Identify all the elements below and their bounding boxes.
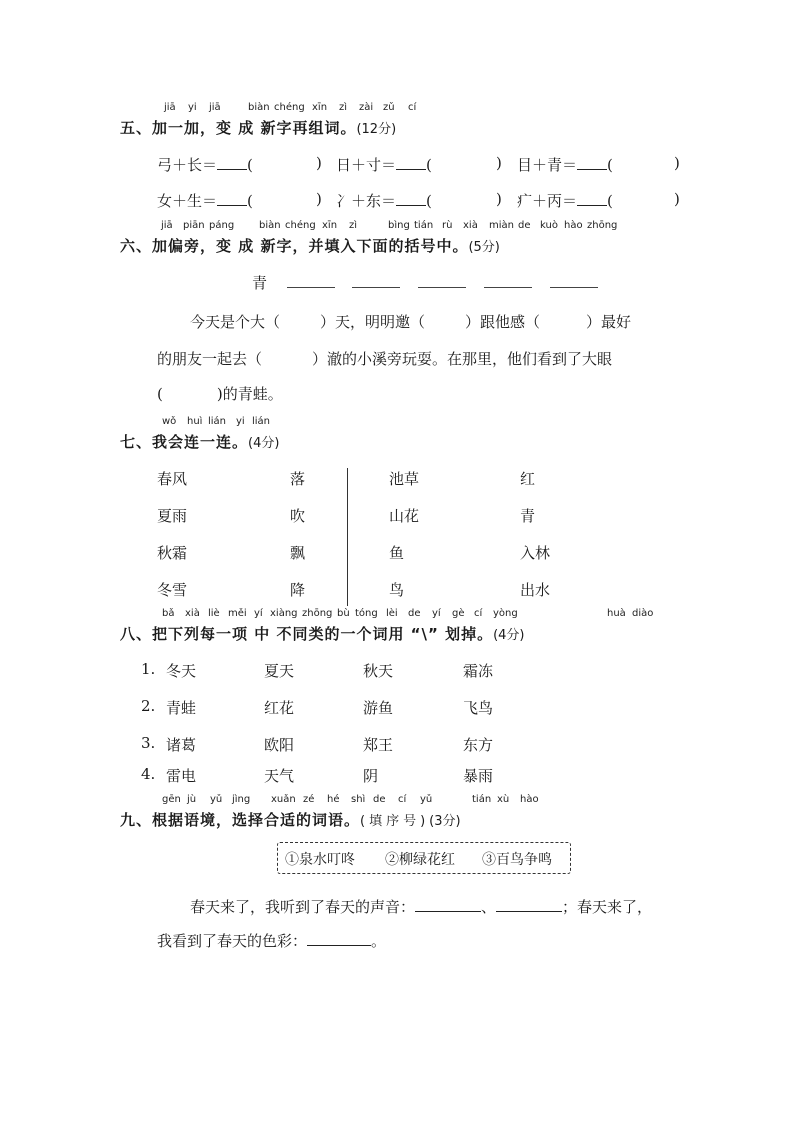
pinyin: xuǎn: [271, 794, 296, 805]
pinyin: bù: [337, 608, 350, 619]
pinyin: yǔ: [210, 794, 223, 805]
pinyin: kuò: [540, 220, 558, 231]
text-segment: 的朋友一起去（: [157, 350, 263, 368]
section-title-text: 六、加偏旁，变 成 新字，并填入下面的括号中。: [120, 237, 469, 255]
formula: 目＋青＝: [517, 156, 578, 174]
paren: (: [607, 156, 613, 174]
formula: 日＋寸＝: [336, 156, 397, 174]
text-segment: ）跟他感（: [465, 313, 541, 331]
answer-blank[interactable]: [577, 155, 607, 170]
pinyin: chéng: [285, 220, 316, 231]
option-2: ②柳绿花红: [385, 852, 455, 868]
section7-title: [120, 431, 279, 452]
paren: (: [426, 156, 432, 174]
pinyin: jiā: [209, 102, 221, 113]
section-score: (4分): [248, 436, 280, 451]
pinyin: huì: [187, 416, 203, 427]
pinyin: shì: [351, 794, 366, 805]
answer-blank[interactable]: [352, 287, 400, 288]
pinyin: lián: [252, 416, 271, 427]
word-option[interactable]: 暴雨: [463, 767, 494, 785]
word-option[interactable]: 雷电: [166, 767, 197, 785]
sentence-line: [157, 930, 386, 951]
section5-item: [336, 190, 432, 211]
section5-item: [517, 154, 613, 175]
match-right-word[interactable]: 鸟: [389, 581, 405, 599]
item-number: 1.: [141, 660, 156, 678]
word-option[interactable]: 东方: [463, 736, 494, 754]
section5-title: [120, 117, 396, 138]
pinyin: tián: [472, 794, 492, 805]
section5-item: [157, 190, 253, 211]
pinyin: hào: [564, 220, 583, 231]
pinyin: de: [373, 794, 386, 805]
answer-blank[interactable]: [307, 931, 371, 946]
match-right-word[interactable]: 池草: [389, 470, 420, 488]
pinyin: jìng: [232, 794, 251, 805]
word-option[interactable]: 飞鸟: [463, 699, 494, 717]
section5-item: [336, 154, 432, 175]
word-option[interactable]: 冬天: [166, 662, 197, 680]
paragraph-line: [190, 311, 631, 332]
pinyin: zé: [303, 794, 315, 805]
match-verb[interactable]: 落: [290, 470, 306, 488]
pinyin: zì: [349, 220, 358, 231]
answer-blank[interactable]: [484, 287, 532, 288]
paren-close: ): [316, 154, 322, 172]
pinyin: yí: [432, 608, 441, 619]
pinyin: biàn: [259, 220, 281, 231]
pinyin: zài: [359, 102, 374, 113]
sentence-line: [190, 896, 652, 917]
match-right-target[interactable]: 入林: [520, 544, 551, 562]
pinyin: hé: [327, 794, 340, 805]
answer-blank[interactable]: [217, 155, 247, 170]
section-title-text: 七、我会连一连。: [120, 433, 249, 451]
answer-blank[interactable]: [418, 287, 466, 288]
formula: 弓＋长＝: [157, 156, 218, 174]
match-left-word[interactable]: 冬雪: [157, 581, 188, 599]
word-option[interactable]: 郑王: [363, 736, 394, 754]
match-right-word[interactable]: 鱼: [389, 544, 405, 562]
pinyin: yi: [188, 102, 197, 113]
paren-close: ): [316, 190, 322, 208]
answer-blank[interactable]: [415, 897, 481, 912]
answer-blank[interactable]: [550, 287, 598, 288]
pinyin: xià: [463, 220, 478, 231]
word-option[interactable]: 青蛙: [166, 699, 197, 717]
match-left-word[interactable]: 春风: [157, 470, 188, 488]
formula: 冫＋东＝: [336, 192, 397, 210]
word-option[interactable]: 天气: [264, 767, 295, 785]
pinyin: cí: [408, 102, 417, 113]
pinyin: xù: [497, 794, 510, 805]
formula: 疒＋丙＝: [517, 192, 578, 210]
paren: (: [247, 192, 253, 210]
section-title-text: 五、加一加，变 成 新字再组词。: [120, 119, 357, 137]
word-option[interactable]: 红花: [264, 699, 295, 717]
pinyin: de: [408, 608, 421, 619]
text-segment: ）最好: [586, 313, 632, 331]
pinyin: biàn: [248, 102, 270, 113]
answer-blank[interactable]: [577, 191, 607, 206]
match-right-target[interactable]: 出水: [520, 581, 551, 599]
pinyin: bìng: [388, 220, 410, 231]
pinyin: piān: [183, 220, 205, 231]
pinyin: yí: [254, 608, 263, 619]
word-option[interactable]: 阴: [363, 767, 379, 785]
section8-title: [120, 623, 525, 644]
word-option[interactable]: 霜冻: [463, 662, 494, 680]
pinyin: tián: [414, 220, 434, 231]
section-title-text: 八、把下列每一项 中 不同类的一个词用 “\” 划掉。: [120, 625, 494, 643]
word-option[interactable]: 夏天: [264, 662, 295, 680]
pinyin: zì: [339, 102, 348, 113]
pinyin: yi: [236, 416, 245, 427]
paren: (: [247, 156, 253, 174]
text-segment: )的青蛙。: [216, 385, 283, 403]
text-segment: (: [157, 385, 163, 403]
base-character: 青: [252, 274, 268, 292]
text-segment: 我看到了春天的色彩：: [157, 932, 308, 950]
pinyin: xiàng: [270, 608, 298, 619]
text-segment: ）澈的小溪旁玩耍。在那里，他们看到了大眼: [312, 350, 613, 368]
word-option[interactable]: 游鱼: [363, 699, 394, 717]
pinyin: hào: [520, 794, 539, 805]
pinyin: liè: [208, 608, 220, 619]
section-score: (3分): [429, 814, 461, 829]
section-title-text: 九、根据语境，选择合适的词语。: [120, 811, 361, 829]
text-segment: 春天来了，我听到了春天的声音：: [190, 898, 416, 916]
pinyin: xīn: [312, 102, 328, 113]
match-right-target[interactable]: 红: [520, 470, 536, 488]
pinyin: wǒ: [162, 416, 177, 427]
answer-blank[interactable]: [396, 155, 426, 170]
item-number: 4.: [141, 765, 156, 783]
paren-close: ): [674, 190, 680, 208]
text-segment: 今天是个大（: [190, 313, 281, 331]
pinyin: páng: [209, 220, 235, 231]
pinyin: jiā: [164, 102, 176, 113]
pinyin: lèi: [386, 608, 398, 619]
text-segment: 、: [481, 898, 497, 916]
pinyin: de: [518, 220, 531, 231]
pinyin: miàn: [489, 220, 514, 231]
option-3: ③百鸟争鸣: [482, 852, 552, 868]
pinyin: yòng: [493, 608, 518, 619]
paragraph-line: [157, 383, 283, 404]
column-divider: [347, 468, 348, 606]
match-verb[interactable]: 飘: [290, 544, 306, 562]
match-right-target[interactable]: 青: [520, 507, 536, 525]
paren: (: [426, 192, 432, 210]
paragraph-line: [157, 348, 612, 369]
section5-item: [157, 154, 253, 175]
section6-title: [120, 235, 500, 256]
pinyin: yǔ: [420, 794, 433, 805]
paren-close: ): [496, 154, 502, 172]
formula: 女＋生＝: [157, 192, 218, 210]
pinyin: zhōng: [587, 220, 618, 231]
match-verb[interactable]: 降: [290, 581, 306, 599]
pinyin: zhōng: [302, 608, 333, 619]
pinyin: chéng: [274, 102, 305, 113]
answer-blank[interactable]: [287, 287, 335, 288]
pinyin: jiā: [161, 220, 173, 231]
pinyin: cí: [474, 608, 483, 619]
pinyin: rù: [442, 220, 453, 231]
pinyin: huà: [607, 608, 626, 619]
pinyin: cí: [398, 794, 407, 805]
pinyin: diào: [632, 608, 654, 619]
match-left-word[interactable]: 秋霜: [157, 544, 188, 562]
pinyin: gēn: [162, 794, 181, 805]
section-hint: (填序号): [360, 814, 430, 829]
section-score: (12分): [356, 122, 397, 137]
options-box: [277, 842, 571, 874]
pinyin: xià: [185, 608, 200, 619]
text-segment: 。: [371, 932, 387, 950]
section5-item: [517, 190, 613, 211]
text-segment: ；春天来了，: [562, 898, 653, 916]
paren-close: ): [674, 154, 680, 172]
match-right-word[interactable]: 山花: [389, 507, 420, 525]
pinyin: bǎ: [162, 608, 175, 619]
match-verb[interactable]: 吹: [290, 507, 306, 525]
paren: (: [607, 192, 613, 210]
section-score: (4分): [493, 628, 525, 643]
section9-title: [120, 809, 461, 830]
pinyin: tóng: [355, 608, 378, 619]
pinyin: zǔ: [383, 102, 395, 113]
text-segment: ）天，明明邀（: [320, 313, 426, 331]
item-number: 2.: [141, 697, 156, 715]
answer-blank[interactable]: [217, 191, 247, 206]
pinyin: měi: [228, 608, 247, 619]
item-number: 3.: [141, 734, 156, 752]
pinyin: jù: [187, 794, 197, 805]
pinyin: gè: [452, 608, 465, 619]
match-left-word[interactable]: 夏雨: [157, 507, 188, 525]
word-option[interactable]: 秋天: [363, 662, 394, 680]
answer-blank[interactable]: [396, 191, 426, 206]
option-1: ①泉水叮咚: [285, 852, 355, 868]
paren-close: ): [496, 190, 502, 208]
pinyin: lián: [208, 416, 227, 427]
pinyin: xīn: [322, 220, 338, 231]
word-option[interactable]: 诸葛: [166, 736, 197, 754]
answer-blank[interactable]: [496, 897, 562, 912]
section-score: (5分): [468, 240, 500, 255]
word-option[interactable]: 欧阳: [264, 736, 295, 754]
